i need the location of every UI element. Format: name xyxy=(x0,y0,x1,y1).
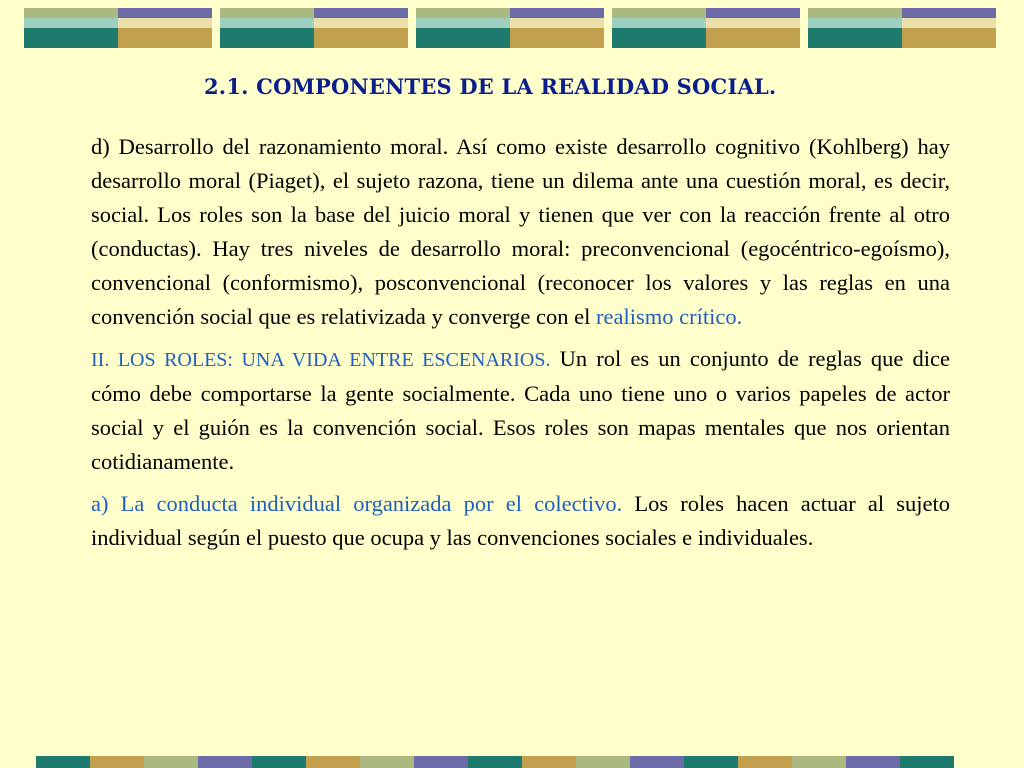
slide-title: 2.1. COMPONENTES DE LA REALIDAD SOCIAL. xyxy=(204,74,777,99)
paragraph-roles xyxy=(91,342,950,479)
band-stripe xyxy=(612,38,706,48)
band-stripe xyxy=(416,38,510,48)
top-band-block xyxy=(416,8,604,48)
band-stripe xyxy=(706,28,800,38)
band-stripe xyxy=(612,8,706,18)
band-stripe xyxy=(118,8,212,18)
bottom-band-block xyxy=(144,756,198,768)
section-heading-roles: II. LOS ROLES: UNA VIDA ENTRE ESCENARIOS. xyxy=(91,349,551,371)
bottom-band-block xyxy=(306,756,360,768)
paragraph-lead: d) Desarrollo del razonamiento moral. xyxy=(91,134,449,159)
bottom-band-block xyxy=(900,756,954,768)
band-stripe xyxy=(808,18,902,28)
band-stripe xyxy=(24,18,118,28)
paragraph-body: Así como existe desarrollo cognitivo (Kohlberg) hay desarrollo moral (Piaget), el sujeto razona, tiene un dilema ante una cuestión moral, es decir, social. Los roles son la base del juicio moral y tienen que ver con la reacción frente al otro (conductas). Hay tres niveles de desarrollo moral: preconvencional (egocéntrico-egoísmo), convencional (conformismo), posconvencional (reconocer los valores y las reglas en una convención social que es relativizada y converge con el xyxy=(91,134,950,329)
bottom-band-block xyxy=(90,756,144,768)
bottom-band-block xyxy=(684,756,738,768)
band-stripe xyxy=(118,38,212,48)
bottom-band-block xyxy=(576,756,630,768)
band-stripe xyxy=(220,38,314,48)
bottom-band-block xyxy=(36,756,90,768)
band-stripe xyxy=(612,28,706,38)
bottom-band-block xyxy=(630,756,684,768)
band-stripe xyxy=(416,18,510,28)
band-stripe xyxy=(314,28,408,38)
band-stripe xyxy=(314,18,408,28)
band-stripe xyxy=(314,8,408,18)
band-stripe xyxy=(706,8,800,18)
band-stripe xyxy=(220,28,314,38)
band-stripe xyxy=(902,38,996,48)
band-stripe xyxy=(24,38,118,48)
paragraph-lead: a) La conducta individual organizada por el colectivo. xyxy=(91,491,623,516)
paragraph-moral-reasoning xyxy=(91,130,950,334)
band-stripe xyxy=(808,28,902,38)
band-stripe xyxy=(510,8,604,18)
band-stripe xyxy=(902,18,996,28)
top-band-block xyxy=(24,8,212,48)
bottom-band-block xyxy=(360,756,414,768)
bottom-band-block xyxy=(198,756,252,768)
top-band-block xyxy=(612,8,800,48)
band-stripe xyxy=(220,8,314,18)
slide-content xyxy=(91,130,950,563)
bottom-decorative-band xyxy=(36,756,996,768)
top-band-block xyxy=(220,8,408,48)
bottom-band-block xyxy=(846,756,900,768)
band-stripe xyxy=(118,28,212,38)
paragraph-body: Un rol es un conjunto de reglas que dice cómo debe comportarse la gente socialmente. Cada uno tiene uno o varios papeles de actor social y el guión es la convención social. Esos roles son mapas mentales que nos orientan cotidianamente. xyxy=(91,346,950,474)
bottom-band-block xyxy=(414,756,468,768)
band-stripe xyxy=(612,18,706,28)
band-stripe xyxy=(314,38,408,48)
paragraph-individual-conduct xyxy=(91,487,950,555)
band-stripe xyxy=(706,38,800,48)
band-stripe xyxy=(220,18,314,28)
band-stripe xyxy=(510,38,604,48)
band-stripe xyxy=(118,18,212,28)
bottom-band-block xyxy=(522,756,576,768)
band-stripe xyxy=(706,18,800,28)
top-band-block xyxy=(808,8,996,48)
realismo-critico-text: realismo crítico. xyxy=(596,304,743,329)
band-stripe xyxy=(24,28,118,38)
band-stripe xyxy=(808,8,902,18)
band-stripe xyxy=(510,18,604,28)
band-stripe xyxy=(24,8,118,18)
band-stripe xyxy=(416,28,510,38)
top-decorative-band xyxy=(24,8,1000,48)
bottom-band-block xyxy=(792,756,846,768)
band-stripe xyxy=(902,8,996,18)
band-stripe xyxy=(902,28,996,38)
bottom-band-block xyxy=(738,756,792,768)
bottom-band-block xyxy=(468,756,522,768)
band-stripe xyxy=(808,38,902,48)
bottom-band-block xyxy=(252,756,306,768)
band-stripe xyxy=(510,28,604,38)
paragraph-body: Los roles hacen actuar al sujeto individual según el puesto que ocupa y las convenciones sociales e individuales. xyxy=(91,491,950,550)
band-stripe xyxy=(416,8,510,18)
